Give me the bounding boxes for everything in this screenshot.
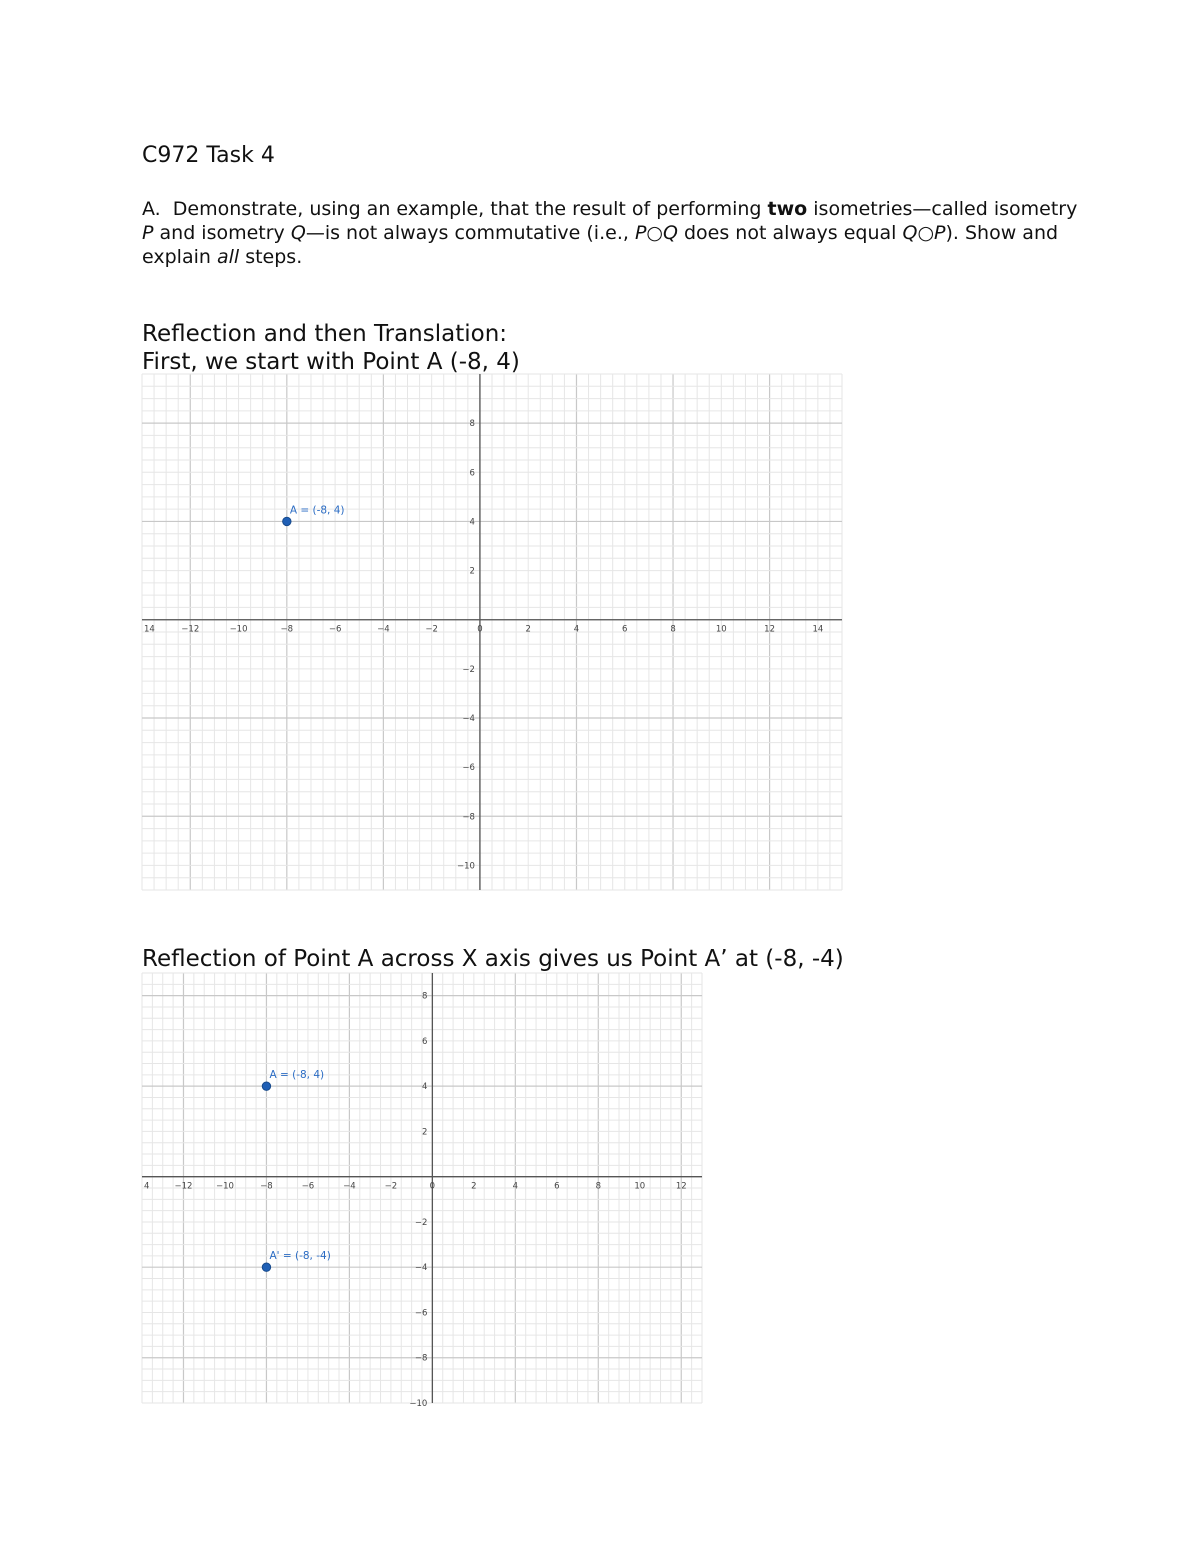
- graph-reflection: [142, 973, 702, 1409]
- x-tick-label: 2: [525, 624, 531, 635]
- section1-heading-line1: Reflection and then Translation:: [142, 321, 508, 347]
- x-tick-label: −4: [343, 1181, 356, 1192]
- y-tick-label: −8: [462, 812, 475, 823]
- x-tick-label: −6: [301, 1181, 315, 1192]
- document-title: C972 Task 4: [142, 143, 275, 168]
- y-tick-label: 2: [421, 1127, 428, 1138]
- y-tick-label: −4: [414, 1263, 428, 1274]
- question-text-1: Demonstrate, using an example, that the result of performing: [172, 198, 768, 220]
- y-tick-label: 6: [421, 1036, 428, 1047]
- x-tick-label: 8: [670, 624, 676, 635]
- composition-qp: Q○P: [902, 222, 946, 244]
- x-tick-label: 4: [512, 1181, 519, 1192]
- x-tick-label: 14: [812, 624, 824, 635]
- x-tick-label: 6: [554, 1181, 560, 1192]
- data-point: [262, 1082, 270, 1090]
- question-text-4: —is not always commutative (i.e.,: [305, 222, 635, 244]
- x-tick-label: 12: [675, 1181, 687, 1192]
- section1-heading: [142, 320, 520, 376]
- y-tick-label: −10: [409, 1399, 428, 1409]
- x-tick-label: −8: [260, 1181, 273, 1192]
- point-label: A' = (-8, -4): [269, 1250, 331, 1263]
- x-tick-label: −2: [384, 1181, 398, 1192]
- question-text-7: steps.: [239, 246, 303, 268]
- x-tick-label: 6: [622, 624, 628, 635]
- section1-heading-line2: First, we start with Point A (-8, 4): [142, 349, 520, 375]
- y-tick-label: −6: [414, 1308, 428, 1319]
- x-tick-label: −6: [328, 624, 342, 635]
- x-tick-label: −12: [174, 1181, 193, 1192]
- y-tick-label: −2: [462, 664, 475, 675]
- y-tick-label: 4: [469, 517, 475, 528]
- x-tick-label: 0: [477, 624, 483, 635]
- x-tick-label: 10: [715, 624, 727, 635]
- y-tick-label: 8: [469, 419, 475, 430]
- isometry-q: Q: [290, 222, 306, 244]
- y-tick-label: 8: [421, 991, 428, 1002]
- question-text-6: ). Show and explain: [142, 222, 1059, 268]
- question-all: all: [216, 246, 240, 268]
- point-label: A = (-8, 4): [289, 504, 345, 517]
- x-tick-label: 4: [573, 624, 580, 635]
- question-bold-two: two: [767, 198, 808, 220]
- y-tick-label: 6: [469, 468, 475, 479]
- y-tick-label: −4: [462, 714, 475, 724]
- question-text-3: and isometry: [153, 222, 291, 244]
- y-tick-label: 2: [469, 566, 475, 577]
- y-tick-label: −2: [414, 1217, 428, 1228]
- graph-point-a: [142, 374, 842, 890]
- x-tick-label: 4: [144, 1181, 150, 1192]
- x-tick-label: −4: [377, 624, 390, 635]
- section2-heading: Reflection of Point A across X axis gives us Point A’ at (-8, -4): [142, 946, 844, 972]
- isometry-p: P: [142, 222, 154, 244]
- x-tick-label: −8: [280, 624, 294, 635]
- data-point: [262, 1263, 270, 1271]
- question-text-5: does not always equal: [677, 222, 903, 244]
- x-tick-label: −10: [215, 1181, 234, 1192]
- x-tick-label: 14: [144, 624, 155, 635]
- x-tick-label: −10: [229, 624, 248, 635]
- x-tick-label: 2: [471, 1181, 477, 1192]
- composition-pq: P○Q: [634, 222, 678, 244]
- point-label: A = (-8, 4): [269, 1069, 325, 1082]
- question-paragraph: [142, 197, 1082, 269]
- x-tick-label: 12: [764, 624, 776, 635]
- x-tick-label: −2: [425, 624, 438, 635]
- y-tick-label: 4: [421, 1082, 428, 1093]
- x-tick-label: 8: [595, 1181, 602, 1192]
- y-tick-label: −6: [462, 763, 475, 774]
- x-tick-label: −12: [181, 624, 200, 635]
- y-tick-label: −8: [414, 1353, 428, 1364]
- question-text-2: isometries—called isometry: [807, 198, 1078, 220]
- x-tick-label: 10: [634, 1181, 646, 1192]
- x-tick-label: 0: [429, 1181, 436, 1192]
- data-point: [283, 517, 291, 525]
- question-label: A.: [142, 198, 161, 220]
- y-tick-label: −10: [456, 861, 475, 872]
